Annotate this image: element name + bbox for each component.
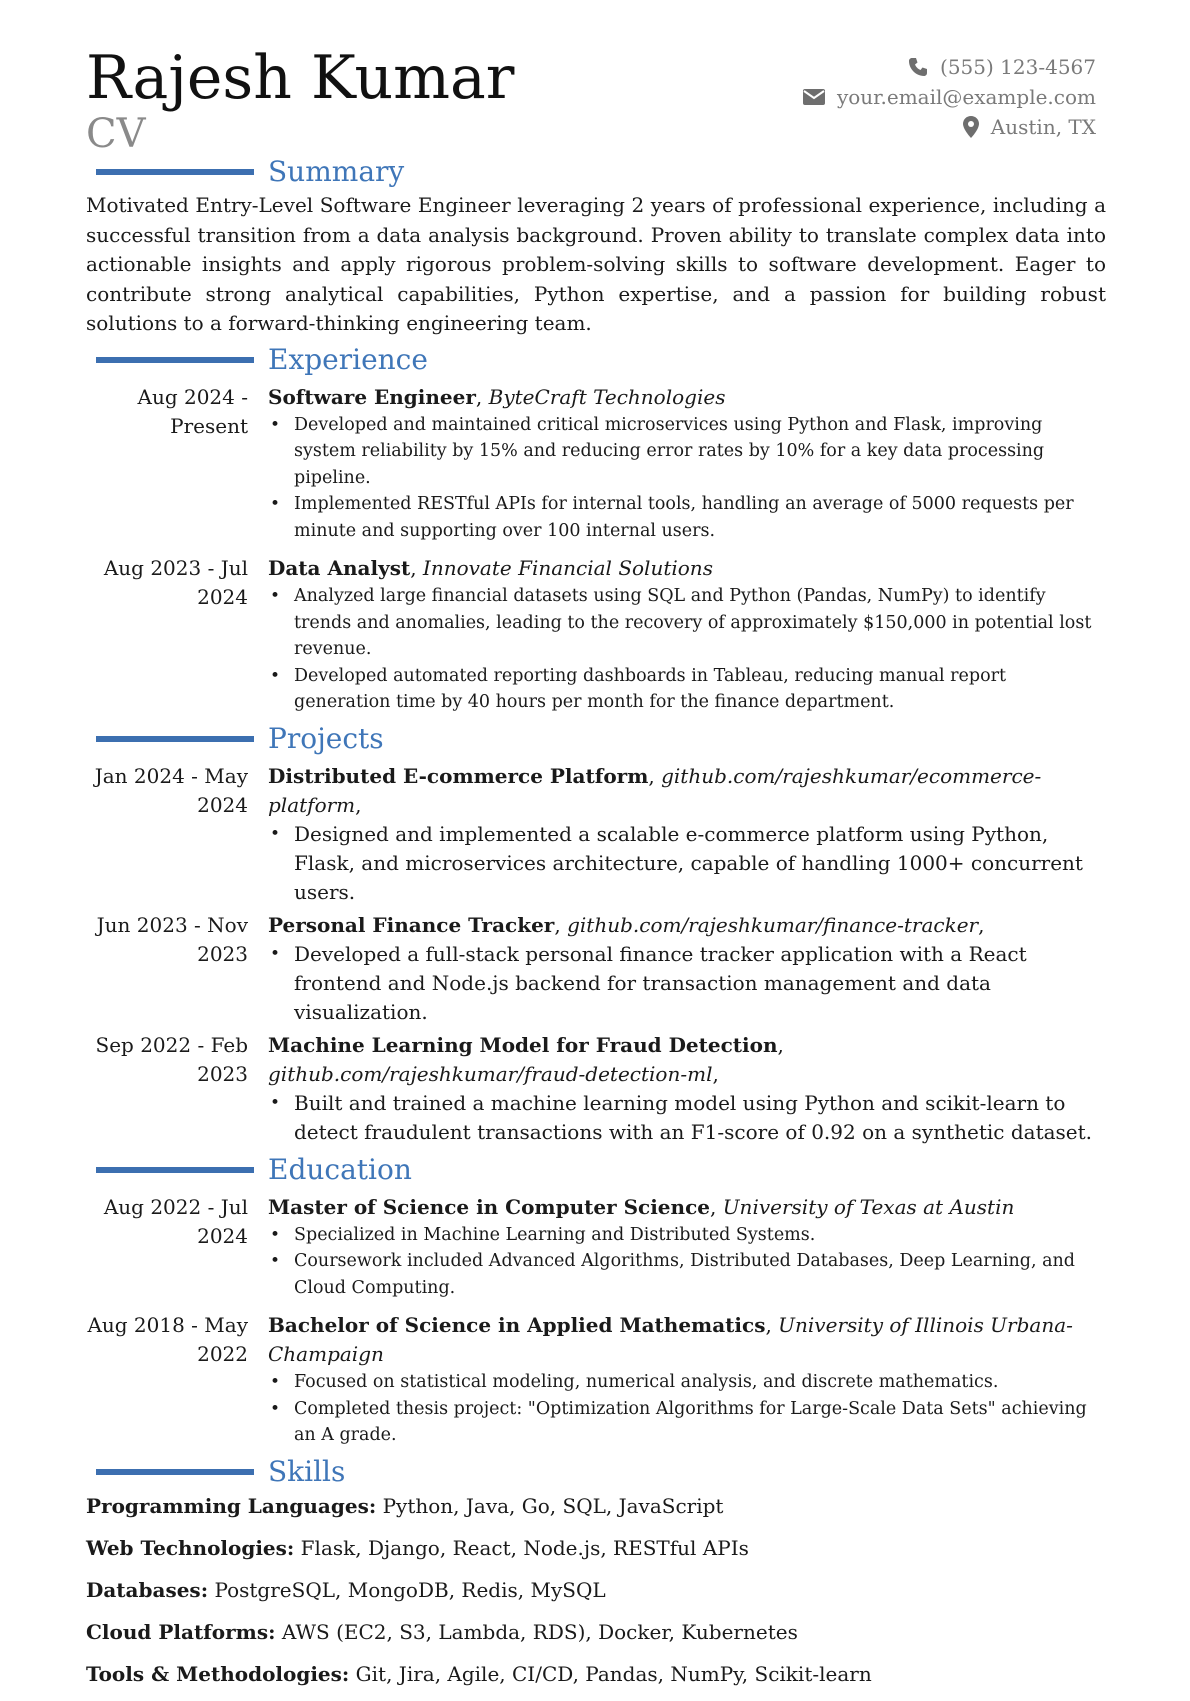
- bullet-item: • Developed automated reporting dashboards in Tableau, reducing manual report generation time by 40 hours per month for the finance department.: [294, 663, 1106, 716]
- entry-headline: Distributed E-commerce Platform, github.com/rajeshkumar/ecommerce-platform,: [268, 763, 1042, 817]
- skill-row: [86, 1575, 1106, 1605]
- entry-organization: University of Texas at Austin: [722, 1194, 1015, 1219]
- project-entry: [86, 1031, 1106, 1147]
- section-rule: [96, 1167, 254, 1173]
- entry-headline: Machine Learning Model for Fraud Detection, github.com/rajeshkumar/fraud-detection-ml,: [268, 1032, 784, 1086]
- phone-text: (555) 123-4567: [940, 55, 1096, 79]
- project-entry: [86, 762, 1106, 907]
- entry-bullets: [268, 1222, 1106, 1302]
- cv-content: [86, 155, 1106, 1701]
- skill-label: Databases:: [86, 1577, 209, 1602]
- entry-title: Bachelor of Science in Applied Mathematics: [268, 1313, 766, 1337]
- section-heading-skills: [86, 1455, 1106, 1491]
- skill-value: Flask, Django, React, Node.js, RESTful APIs: [300, 1535, 749, 1560]
- entry-headline: Bachelor of Science in Applied Mathematics, University of Illinois Urbana-Champaign: [268, 1313, 1073, 1366]
- entry-organization: ByteCraft Technologies: [488, 384, 726, 409]
- bullet-item: • Analyzed large financial datasets using SQL and Python (Pandas, NumPy) to identify trends and anomalies, leading to the recovery of approximately $150,000 in potential lost revenue.: [294, 583, 1106, 663]
- skill-label: Web Technologies:: [86, 1535, 295, 1560]
- project-link[interactable]: github.com/rajeshkumar/finance-tracker: [567, 912, 979, 937]
- location-text: Austin, TX: [990, 115, 1096, 139]
- bullet-item: • Developed and maintained critical microservices using Python and Flask, improving system reliability by 15% and reducing error rates by 10% for a key data processing pipeline.: [294, 412, 1106, 492]
- entry-headline: Master of Science in Computer Science, University of Texas at Austin: [268, 1194, 1015, 1219]
- entry-title: Software Engineer: [268, 384, 476, 409]
- bullet-item: • Implemented RESTful APIs for internal tools, handling an average of 5000 requests per minute and supporting over 100 internal users.: [294, 491, 1106, 544]
- section-title: Experience: [268, 342, 428, 376]
- education-entry: [86, 1193, 1106, 1302]
- person-name: Rajesh Kumar: [86, 43, 515, 113]
- skill-row: [86, 1659, 1106, 1689]
- entry-date: Aug 2018 - May 2022: [87, 1313, 248, 1366]
- section-heading-education: [86, 1153, 1106, 1189]
- entry-organization: Innovate Financial Solutions: [422, 556, 713, 580]
- entry-headline: Software Engineer, ByteCraft Technologies: [268, 384, 726, 409]
- entry-headline: Data Analyst, Innovate Financial Solutions: [268, 556, 713, 580]
- entry-bullets: [268, 820, 1106, 907]
- skills-list: [86, 1491, 1106, 1689]
- bullet-item: • Built and trained a machine learning model using Python and scikit-learn to detect fraudulent transactions with an F1-score of 0.92 on a synthetic dataset.: [294, 1089, 1106, 1147]
- entry-date: Aug 2023 - Jul 2024: [103, 556, 248, 609]
- phone-icon: [908, 57, 928, 77]
- section-heading-experience: [86, 343, 1106, 379]
- bullet-item: • Specialized in Machine Learning and Distributed Systems.: [294, 1222, 1106, 1249]
- entry-date: Sep 2022 - Feb 2023: [95, 1032, 248, 1086]
- entry-date: Jun 2023 - Nov 2023: [96, 912, 248, 966]
- section-title: Skills: [268, 1454, 346, 1488]
- entry-bullets: [268, 412, 1106, 545]
- bullet-item: • Completed thesis project: "Optimization Algorithms for Large-Scale Data Sets" achieving an A grade.: [294, 1396, 1106, 1449]
- document-subtitle: CV: [86, 111, 146, 157]
- skill-row: [86, 1491, 1106, 1521]
- entry-bullets: [268, 1089, 1106, 1147]
- cv-page: [86, 0, 1106, 1686]
- section-heading-summary: [86, 155, 1106, 191]
- section-heading-projects: [86, 722, 1106, 758]
- entry-title: Master of Science in Computer Science: [268, 1194, 710, 1219]
- bullet-item: • Designed and implemented a scalable e-commerce platform using Python, Flask, and microservices architecture, capable of handling 1000+ concurrent users.: [294, 820, 1106, 907]
- skill-value: PostgreSQL, MongoDB, Redis, MySQL: [214, 1577, 606, 1602]
- section-title: Education: [268, 1152, 412, 1186]
- section-rule: [96, 357, 254, 363]
- skill-row: [86, 1617, 1106, 1647]
- entry-bullets: [268, 1369, 1106, 1449]
- project-entry: [86, 911, 1106, 1027]
- entry-title: Data Analyst: [268, 556, 411, 580]
- bullet-item: • Coursework included Advanced Algorithms, Distributed Databases, Deep Learning, and Cloud Computing.: [294, 1248, 1106, 1301]
- skill-row: [86, 1533, 1106, 1563]
- entry-title: Distributed E-commerce Platform: [268, 763, 649, 788]
- section-rule: [96, 1469, 254, 1475]
- entry-bullets: [268, 583, 1106, 716]
- project-link[interactable]: github.com/rajeshkumar/ecommerce-platform: [268, 763, 1042, 817]
- section-title: Summary: [268, 155, 405, 188]
- education-entry: [86, 1311, 1106, 1449]
- section-rule: [96, 736, 254, 742]
- email-text: your.email@example.com: [836, 85, 1096, 109]
- skill-value: Git, Jira, Agile, CI/CD, Pandas, NumPy, Scikit-learn: [355, 1661, 872, 1686]
- skill-label: Tools & Methodologies:: [86, 1661, 350, 1686]
- email-icon: [803, 89, 825, 105]
- summary-text: Motivated Entry-Level Software Engineer leveraging 2 years of professional experience, including a successful transition from a data analysis background. Proven ability to translate complex data into actionable insights and apply rigorous problem-solving skills to software development. Eager to contribute strong analytical capabilities, Python expertise, and a passion for building robust solutions to a forward-thinking engineering team.: [86, 193, 1106, 335]
- skill-value: Python, Java, Go, SQL, JavaScript: [382, 1493, 724, 1518]
- skill-label: Cloud Platforms:: [86, 1619, 276, 1644]
- skill-label: Programming Languages:: [86, 1493, 377, 1518]
- entry-organization: University of Illinois Urbana-Champaign: [268, 1313, 1073, 1366]
- bullet-item: • Focused on statistical modeling, numerical analysis, and discrete mathematics.: [294, 1369, 1106, 1396]
- contact-location: [803, 112, 1096, 142]
- entry-date: Aug 2024 - Present: [137, 384, 248, 438]
- entry-headline: Personal Finance Tracker, github.com/rajeshkumar/finance-tracker,: [268, 912, 985, 937]
- section-title: Projects: [268, 721, 384, 755]
- contact-phone[interactable]: [803, 52, 1096, 82]
- map-pin-icon: [963, 116, 979, 138]
- skill-value: AWS (EC2, S3, Lambda, RDS), Docker, Kubernetes: [281, 1619, 798, 1644]
- experience-entry: [86, 554, 1106, 716]
- entry-date: Jan 2024 - May 2024: [94, 763, 248, 817]
- contact-email[interactable]: [803, 82, 1096, 112]
- entry-date: Aug 2022 - Jul 2024: [103, 1194, 248, 1248]
- section-rule: [96, 169, 254, 175]
- experience-entry: [86, 383, 1106, 545]
- contact-block: [803, 52, 1096, 142]
- bullet-item: • Developed a full-stack personal finance tracker application with a React frontend and Node.js backend for transaction management and data visualization.: [294, 940, 1106, 1027]
- project-link[interactable]: github.com/rajeshkumar/fraud-detection-ml: [268, 1061, 713, 1086]
- entry-title: Personal Finance Tracker: [268, 912, 555, 937]
- entry-bullets: [268, 940, 1106, 1027]
- entry-title: Machine Learning Model for Fraud Detection: [268, 1032, 778, 1057]
